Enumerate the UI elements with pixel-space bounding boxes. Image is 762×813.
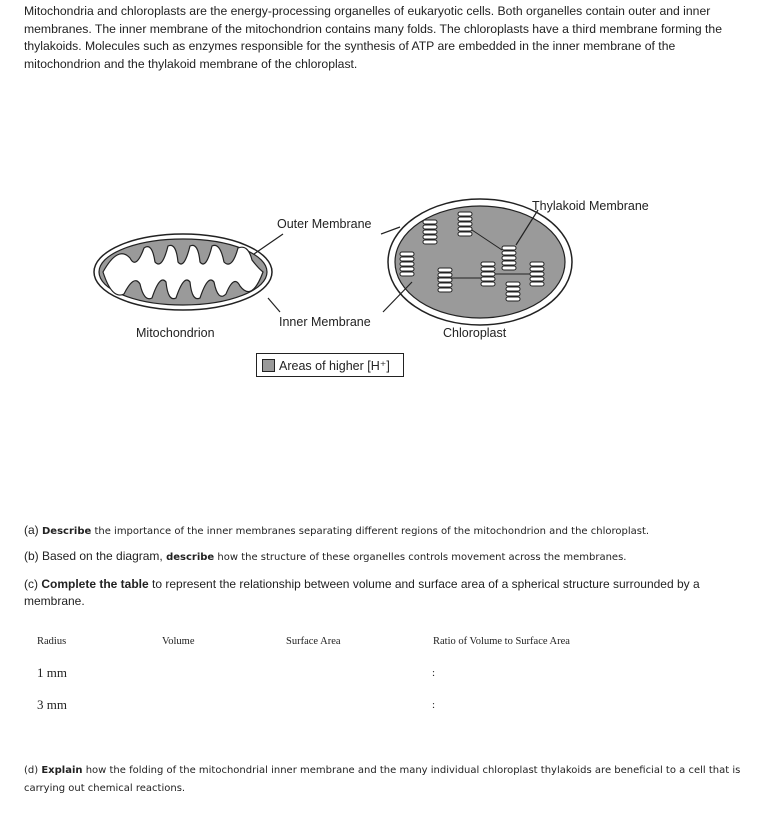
question-b-lead: Based on the diagram,: [42, 549, 167, 563]
table-header-surface-area: Surface Area: [286, 636, 341, 647]
question-b: [24, 548, 744, 566]
mitochondrion-drawing: [94, 234, 272, 310]
question-b-letter: (b): [24, 549, 42, 563]
question-b-verb: describe: [166, 552, 215, 563]
question-d-verb: Explain: [41, 765, 83, 776]
question-a-verb: Describe: [42, 526, 92, 537]
outer-membrane-label: Outer Membrane: [277, 217, 372, 231]
question-c: [24, 576, 744, 610]
inner-membrane-label: Inner Membrane: [279, 315, 371, 329]
thylakoid-membrane-label: Thylakoid Membrane: [532, 199, 649, 213]
table-header-radius: Radius: [37, 636, 67, 647]
question-a-text: the importance of the inner membranes separating different regions of the mitochondrion and the chloroplast.: [91, 526, 650, 537]
chloroplast-label: Chloroplast: [443, 326, 507, 340]
intro-paragraph: Mitochondria and chloroplasts are the energy-processing organelles of eukaryotic cells. Both organelles contain outer and inner membranes. The inner membrane of the mitochondrion contains many folds. The chloroplasts have a third membrane forming the thylakoids. Molecules such as enzymes responsible for the synthesis of ATP are embedded in the inner membrane of the mitochondrion and the thylakoid membrane of the chloroplast.: [24, 4, 722, 71]
question-c-letter: (c): [24, 577, 42, 591]
question-a: [24, 522, 744, 540]
legend-swatch: [262, 359, 275, 372]
legend-label: Areas of higher [H⁺]: [279, 358, 390, 373]
question-c-text: to represent the relationship between volume and surface area of a spherical structure surrounded by a membrane.: [24, 577, 700, 608]
question-d: [24, 761, 744, 797]
chloroplast-drawing: [388, 199, 572, 325]
table-header-ratio: Ratio of Volume to Surface Area: [433, 636, 570, 647]
question-d-text: how the folding of the mitochondrial inner membrane and the many individual chloroplast thylakoids are beneficial to a cell that is carrying out chemical reactions.: [24, 765, 741, 794]
table-header-volume: Volume: [162, 636, 195, 647]
table-row-2-ratio: :: [432, 699, 436, 711]
table-row-1-ratio: :: [432, 667, 436, 679]
legend-box: [256, 353, 404, 377]
question-c-verb: Complete the table: [41, 577, 149, 591]
table-row-1-radius: 1 mm: [37, 665, 67, 680]
mitochondrion-label: Mitochondrion: [136, 326, 215, 340]
table-row-2-radius: 3 mm: [37, 697, 67, 712]
question-d-letter: (d): [24, 765, 42, 776]
question-b-text: how the structure of these organelles controls movement across the membranes.: [214, 552, 627, 563]
question-a-letter: (a): [24, 523, 42, 537]
